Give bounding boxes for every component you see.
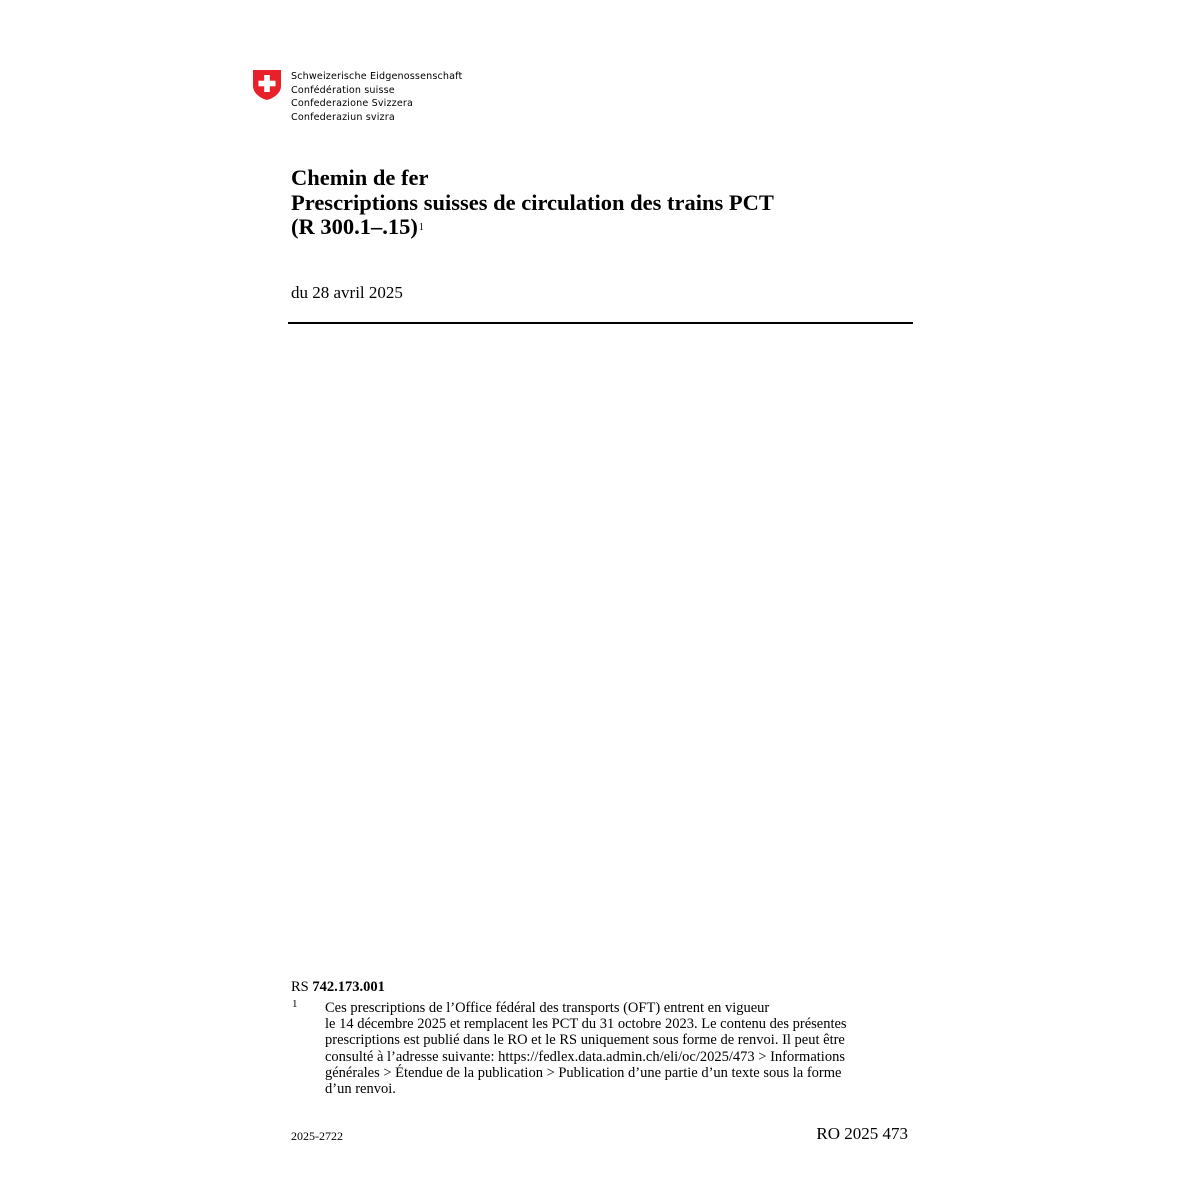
rs-number: 742.173.001 bbox=[312, 979, 385, 995]
footnote-line: d’un renvoi. bbox=[325, 1081, 396, 1098]
confederation-name-fr: Confédération suisse bbox=[291, 84, 395, 96]
confederation-name-it: Confederazione Svizzera bbox=[291, 98, 414, 110]
document-title bbox=[291, 166, 774, 240]
title-divider bbox=[288, 322, 913, 324]
ro-reference: RO 2025 473 bbox=[816, 1124, 908, 1143]
title-reference: (R 300.1–.15) bbox=[291, 214, 418, 240]
title-footnote-ref: 1 bbox=[418, 222, 424, 234]
confederation-names bbox=[291, 70, 462, 124]
swiss-cross-shield-icon bbox=[252, 69, 282, 101]
title-line-1: Chemin de fer bbox=[291, 165, 429, 190]
footnote-text bbox=[325, 1000, 915, 1097]
title-line-3 bbox=[291, 215, 774, 240]
footnote-line: prescriptions est publié dans le RO et le RS uniquement sous forme de renvoi. Il peut être bbox=[325, 1032, 845, 1049]
footnote-line: consulté à l’adresse suivante: https://fedlex.data.admin.ch/eli/oc/2025/473 > Informations bbox=[325, 1048, 845, 1065]
confederation-name-de: Schweizerische Eidgenossenschaft bbox=[291, 71, 463, 82]
title-line-2: Prescriptions suisses de circulation des trains PCT bbox=[291, 189, 774, 215]
document-number: 2025-2722 bbox=[291, 1129, 343, 1143]
footnote-line: Ces prescriptions de l’Office fédéral des transports (OFT) entrent en vigueur bbox=[325, 1000, 770, 1016]
rs-reference bbox=[291, 979, 385, 996]
document-date: du 28 avril 2025 bbox=[291, 283, 403, 302]
confederation-name-rm: Confederaziun svizra bbox=[291, 111, 395, 123]
footnote-mark: 1 bbox=[292, 998, 298, 1010]
footnote-line: générales > Étendue de la publication > Publication d’une partie d’un texte sous la forme bbox=[325, 1064, 842, 1081]
rs-prefix: RS bbox=[291, 979, 309, 995]
footnote-line: le 14 décembre 2025 et remplacent les PCT du 31 octobre 2023. Le contenu des présentes bbox=[325, 1016, 847, 1033]
